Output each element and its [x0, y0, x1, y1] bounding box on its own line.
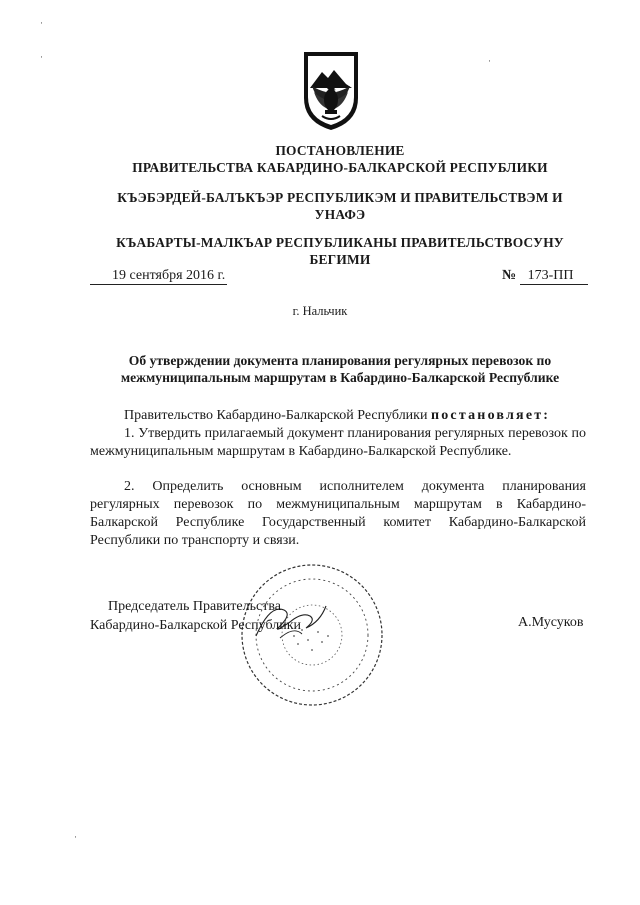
document-number-label: №	[502, 268, 517, 283]
signature-title-line2: Кабардино-Балкарской Республики	[90, 618, 301, 633]
header-bal-line2: БЕГИМИ	[309, 252, 371, 267]
header-kabardian	[60, 189, 620, 223]
intro-text: Правительство Кабардино-Балкарской Республики	[124, 408, 428, 423]
header-kab-line1: КЪЭБЭРДЕЙ-БАЛЪКЪЭР РЕСПУБЛИКЭМ И ПРАВИТЕЛЬСТВЭМ И	[117, 190, 563, 205]
header-ru-line2: ПРАВИТЕЛЬСТВА КАБАРДИНО-БАЛКАРСКОЙ РЕСПУБЛИКИ	[132, 160, 548, 175]
signature-title	[90, 597, 301, 635]
subject-line1: Об утверждении документа планирования регулярных перевозок по	[128, 353, 552, 368]
scan-speck: ·	[40, 18, 43, 28]
scan-speck: ·	[488, 56, 491, 66]
document-subject	[90, 352, 590, 386]
body-item-1	[90, 425, 586, 461]
body-item-2	[90, 478, 586, 550]
signature-title-line1: Председатель Правительства	[108, 599, 281, 614]
item-1-text: 1. Утвердить прилагаемый документ планирования регулярных перевозок по межмуниципальным маршрутам в Кабардино-Балкарской Республике.	[90, 426, 586, 459]
coat-of-arms-eagle-icon	[300, 48, 362, 132]
document-number-value: 173-ПП	[520, 268, 588, 285]
document-city: г. Нальчик	[292, 304, 348, 318]
signatory-name: А.Мусуков	[518, 615, 584, 630]
header-balkar	[60, 234, 620, 268]
document-date-value: 19 сентября 2016 г.	[90, 268, 227, 285]
intro-verb: постановляет:	[430, 408, 551, 423]
document-date	[90, 268, 227, 285]
body-intro	[90, 407, 586, 425]
header-ru-line1: ПОСТАНОВЛЕНИЕ	[275, 143, 405, 158]
scan-speck: ·	[40, 52, 43, 62]
header-bal-line1: КЪАБАРТЫ-МАЛКЪАР РЕСПУБЛИКАНЫ ПРАВИТЕЛЬСТВОСУНУ	[116, 235, 564, 250]
header-kab-line2: УНАФЭ	[314, 207, 366, 222]
document-number	[502, 268, 588, 285]
scan-speck: ·	[74, 832, 77, 842]
subject-line2: межмуниципальным маршрутам в Кабардино-Балкарской Республике	[120, 370, 560, 385]
item-2-text: 2. Определить основным исполнителем документа планирования регулярных перевозок по межмуниципальным маршрутам в Кабардино-Балкарской Республике Государственный комитет Кабардино-Балкарской Республики по транспорту и связи.	[90, 479, 586, 548]
header-russian	[60, 142, 620, 176]
